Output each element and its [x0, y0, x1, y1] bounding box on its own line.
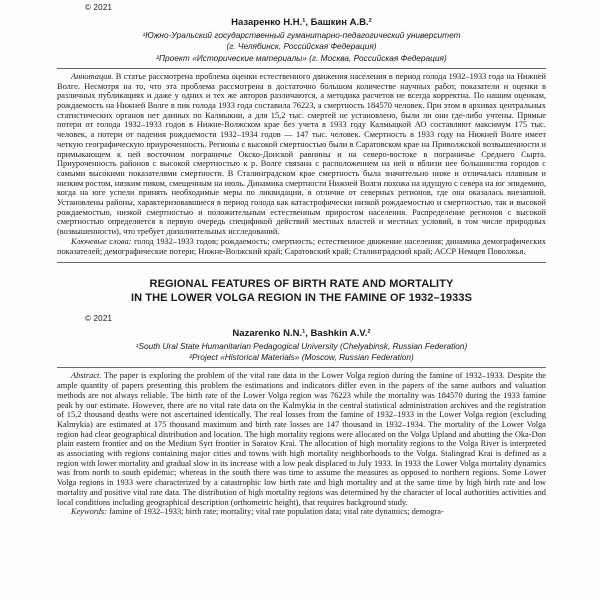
- affiliation-en-university: ¹South Ural State Humanitarian Pedagogical University (Chelyabinsk, Russian Federation): [135, 340, 468, 351]
- keywords-en: [57, 507, 546, 517]
- title-en-line1: REGIONAL FEATURES OF BIRTH RATE AND MORTALITY: [149, 278, 454, 291]
- abstract-ru-label: Аннотация.: [71, 71, 114, 81]
- affiliations-ru: [57, 30, 546, 64]
- divider-middle: [57, 262, 546, 263]
- keywords-ru: [57, 237, 546, 256]
- divider-top: [57, 68, 546, 69]
- affiliation-ru-project: ²Проект «Исторические материалы» (г. Москва, Российская Федерация): [156, 52, 447, 63]
- copyright-ru: © 2021: [85, 3, 113, 12]
- abstract-ru-text: В статье рассмотрена проблема оценки естественного движения населения в период голода 1932–1933 года на Нижней Волге. Несмотря на то, что эта проблема рассмотрена в достаточно большом количестве научных работ, показатели и оценки в различных публикациях и даже у одних и тех же авторов различаются, а методика расчетов не всегда корректна. По нашим оценкам, рождаемость на Нижней Волге в пик голода 1933 года составила 76223, а смертность 184570 человек. При этом в архивах центральных статистических органов нет данных по Калмыкии, а для 15,2 тыс. смертей не установлено, были ли они где-либо учтены. Прямые потери от голода 1932–1933 годов в Нижне-Волжском крае без учета в 1933 году Калмыцкой АО составляют максимум 175 тыс. человек, а потери от падения рождаемости 1932–1934 годов — 147 тыс. человек. Смертность в 1933 году на Нижней Волге имеет четкую географическую приуроченность. Регионы с высокой смертностью были в Саратовском крае на Приволжской возвышенности и примыкающем к ней восточном пограничье Окско-Донской равнины и на северо-востоке в пограничье Среднего Сырта. Приуроченность районов с высокой смертностью к р. Волге связана с расположением на ней и вблизи нее большинства городов с самыми высокими показателями смертности. В Сталинградском крае смертность была значительно ниже и отличалась плавным и низким ростом, низким пиком, смещенным на июль. Динамика смертности Нижней Волги похожа на идущую с севера на юг эпидемию, когда на юге успели принять необходимые меры по ликвидации, в отличие от северных регионов, где она оказалась внезапной. Установлены районы, характеризовавшиеся в период голода как катастрофически низкой рождаемостью и смертностью, так и высокой рождаемостью, низкой смертностью и положительным естественным приростом населения. Распределение регионов с высокой смертностью определяется в первую очередь спецификой действий местных властей и местных условий, в том числе природных (возвышенности), что требует дополнительных исследований.: [57, 71, 546, 237]
- title-en-line2: IN THE LOWER VOLGA REGION IN THE FAMINE OF 1932–1933S: [130, 292, 473, 305]
- abstract-ru: [57, 72, 546, 237]
- paper-page: [57, 0, 546, 517]
- affiliation-ru-city: (г. Челябинск, Российская Федерация): [226, 41, 377, 52]
- authors-ru: Назаренко Н.Н.¹, Башкин А.В.²: [231, 17, 372, 28]
- keywords-ru-text: голод 1932–1933 годов; рождаемость; смертность; естественное движение населения; динамика демографических показателей; демографические потери; Нижне-Волжский край; Саратовский край; Сталинградский край; АССР Немцев Поволжья.: [57, 236, 546, 256]
- affiliations-en: [57, 341, 546, 364]
- title-en: [57, 278, 546, 306]
- divider-bottom: [57, 367, 546, 368]
- affiliation-en-project: ²Project «Historical Materials» (Moscow, Russian Federation): [189, 352, 414, 363]
- abstract-en-label: Abstract.: [71, 371, 102, 381]
- keywords-ru-label: Ключевые слова:: [71, 236, 132, 246]
- abstract-en: [57, 371, 546, 507]
- keywords-en-text: famine of 1932–1933; birth rate; mortality; vital rate population data; vital rate dynamics; demogra-: [109, 507, 444, 517]
- abstract-en-text: The paper is exploring the problem of the vital rate data in the Lower Volga region during the famine of 1932–1933. Despite the ample quantity of papers presenting this problem the estimations and indicators differ even in the papers of the same authors and valuation methods are not always reliable. The birth rate of the Lower Volga region was 76223 while the mortality was 184570 during the 1933 famine peak by our estimate. However, there are no vital rate data on the Kalmykia in the central statistical administration archives and the registration of 15,2 thousand deaths were not ascertained identically. The real losses from the famine of 1932–1933 in the Lower Volga region (excluding Kalmykia) are estimated at 175 thousand maximum and birth rate losses are 147 thousand in 1932–1934. The mortality of the Lower Volga region had clear geographical distribution and location. The high mortality regions were allocated on the Volga Upland and abutting the Oka-Don plain eastern frontier and on the Medium Syrt frontier in Saratov Krai. The allocation of high mortality regions to the Volga River is interpreted as associating with regions containing major cities and towns with high mortality neighborhoods to the Volga. Stalingrad Krai is defined as a region with lower mortality and gradual slow in its increase with a low peak displaced to July 1933. In 1933 the Lower Volga mortality dynamics was from north to south epidemic; whereas in the south there was time to assume the measures as opposed to northern regions. Some Lower Volga regions in 1933 were characterized by a catastrophic low birth rate and high mortality and at the same time by high birth rate and low mortality and positive vital rate data. The distribution of high mortality regions was determined by the character of local authorities activities and local conditions including geographical description (orthometric height), that requires background study.: [57, 371, 546, 507]
- copyright-en: © 2021: [85, 313, 113, 323]
- authors-en: Nazarenko N.N.¹, Bashkin A.V.²: [232, 327, 371, 339]
- affiliation-ru-university: ¹Южно-Уральский государственный гуманитарно-педагогический университет: [142, 30, 461, 40]
- keywords-en-label: Keywords:: [71, 507, 107, 517]
